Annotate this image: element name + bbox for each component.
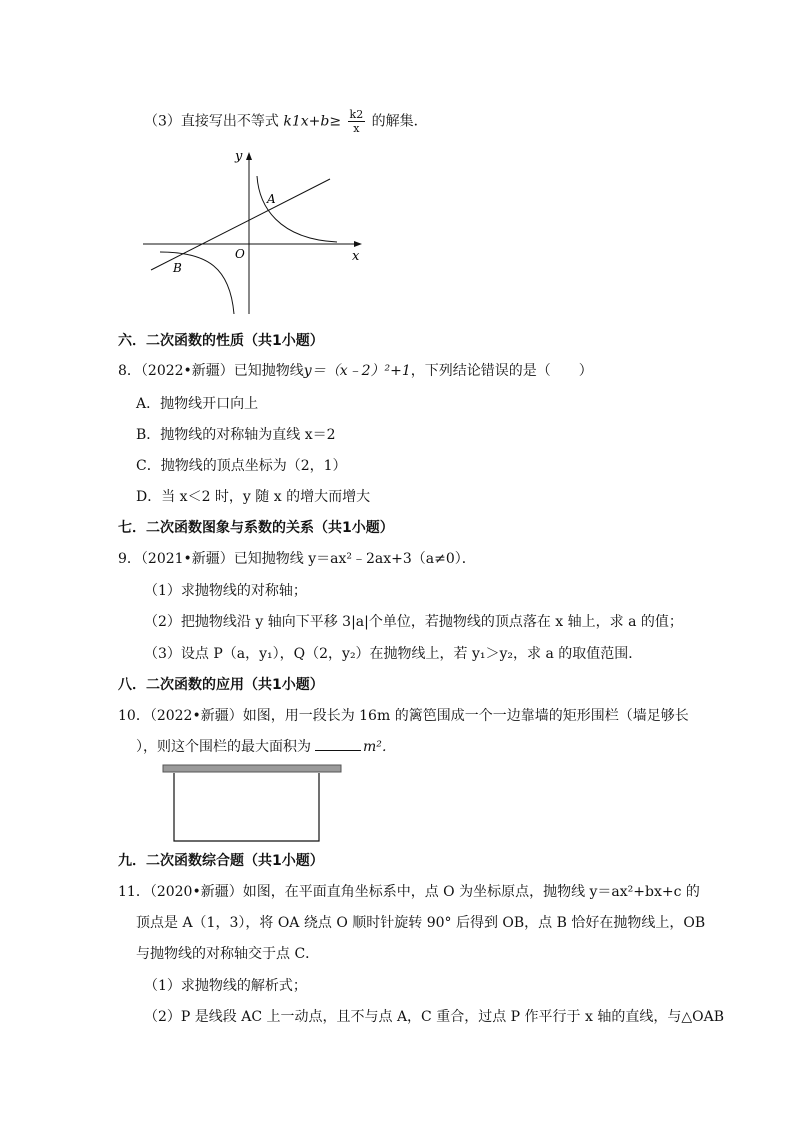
q8-option-c: C．抛物线的顶点坐标为（2，1） xyxy=(136,458,347,474)
q7-fraction-numerator: k2 xyxy=(349,108,364,121)
q7-function-graph xyxy=(138,146,368,318)
q9-part3: （3）设点 P（a，y₁），Q（2，y₂）在抛物线上，若 y₁＞y₂，求 a 的取值范围． xyxy=(144,646,643,662)
point-b-label: B xyxy=(173,261,182,275)
q8-suffix: ，下列结论错误的是（ ） xyxy=(410,363,593,379)
q11-part1: （1）求抛物线的解析式； xyxy=(144,978,307,994)
point-a-label: A xyxy=(267,192,276,206)
hyperbola-branch-upper xyxy=(257,176,337,242)
q8-stem xyxy=(118,362,593,380)
q8-prefix: 8．（2022•新疆）已知抛物线 xyxy=(118,363,304,379)
y-axis-arrow-icon xyxy=(246,152,252,160)
x-axis-arrow-icon xyxy=(354,241,362,247)
origin-label: O xyxy=(235,247,245,261)
wall xyxy=(163,765,341,772)
q11-part2: （2）P 是线段 AC 上一动点，且不与点 A，C 重合，过点 P 作平行于 x 轴的直线，与△OAB xyxy=(144,1009,724,1025)
q8-option-a: A．抛物线开口向上 xyxy=(136,396,259,412)
q7-part3-text: （3）直接写出不等式 xyxy=(144,113,279,130)
q7-fraction-denominator: x xyxy=(353,122,360,135)
section-6-heading: 六．二次函数的性质（共1小题） xyxy=(118,333,324,349)
q7-fraction xyxy=(348,108,366,135)
hyperbola-branch-lower xyxy=(160,252,234,314)
q9-part2: （2）把抛物线沿 y 轴向下平移 3|a|个单位，若抛物线的顶点落在 x 轴上，求 a 的值； xyxy=(144,614,683,630)
section-7-heading: 七．二次函数图象与系数的关系（共1小题） xyxy=(118,520,394,536)
q8-option-d: D．当 x＜2 时，y 随 x 的增大而增大 xyxy=(136,489,371,505)
y-axis-label: y xyxy=(235,149,243,164)
q11-line1: 11．（2020•新疆）如图，在平面直角坐标系中，点 O 为坐标原点，抛物线 y＝ax²+bx+c 的 xyxy=(118,884,700,900)
q10-fence-figure xyxy=(162,763,346,845)
q10-unit: m²． xyxy=(363,739,396,755)
q8-formula: y＝（x﹣2）²+1 xyxy=(303,363,411,379)
q7-part3-inequality-lhs: k1x+b≥ xyxy=(283,113,342,130)
x-axis-label: x xyxy=(352,249,360,264)
answer-blank xyxy=(315,738,361,751)
fence-rectangle xyxy=(174,773,319,841)
q10-line1: 10．（2022•新疆）如图，用一段长为 16m 的篱笆围成一个一边靠墙的矩形围栏（墙足够长 xyxy=(118,708,689,724)
q11-line3: 与抛物线的对称轴交于点 C． xyxy=(136,946,320,962)
q7-part3-line xyxy=(144,108,428,135)
section-9-heading: 九．二次函数综合题（共1小题） xyxy=(118,853,324,869)
q9-part1: （1）求抛物线的对称轴； xyxy=(144,583,307,599)
section-8-heading: 八．二次函数的应用（共1小题） xyxy=(118,677,324,693)
q9-stem: 9．（2021•新疆）已知抛物线 y＝ax²﹣2ax+3（a≠0）． xyxy=(118,551,476,567)
q8-option-b: B．抛物线的对称轴为直线 x＝2 xyxy=(136,427,336,443)
q7-part3-suffix: 的解集． xyxy=(371,113,428,130)
q10-line2-prefix: ），则这个围栏的最大面积为 xyxy=(136,739,311,755)
q11-line2: 顶点是 A（1，3），将 OA 绕点 O 顺时针旋转 90° 后得到 OB，点 B 恰好在抛物线上，OB xyxy=(136,915,706,931)
q10-line2 xyxy=(136,738,396,756)
